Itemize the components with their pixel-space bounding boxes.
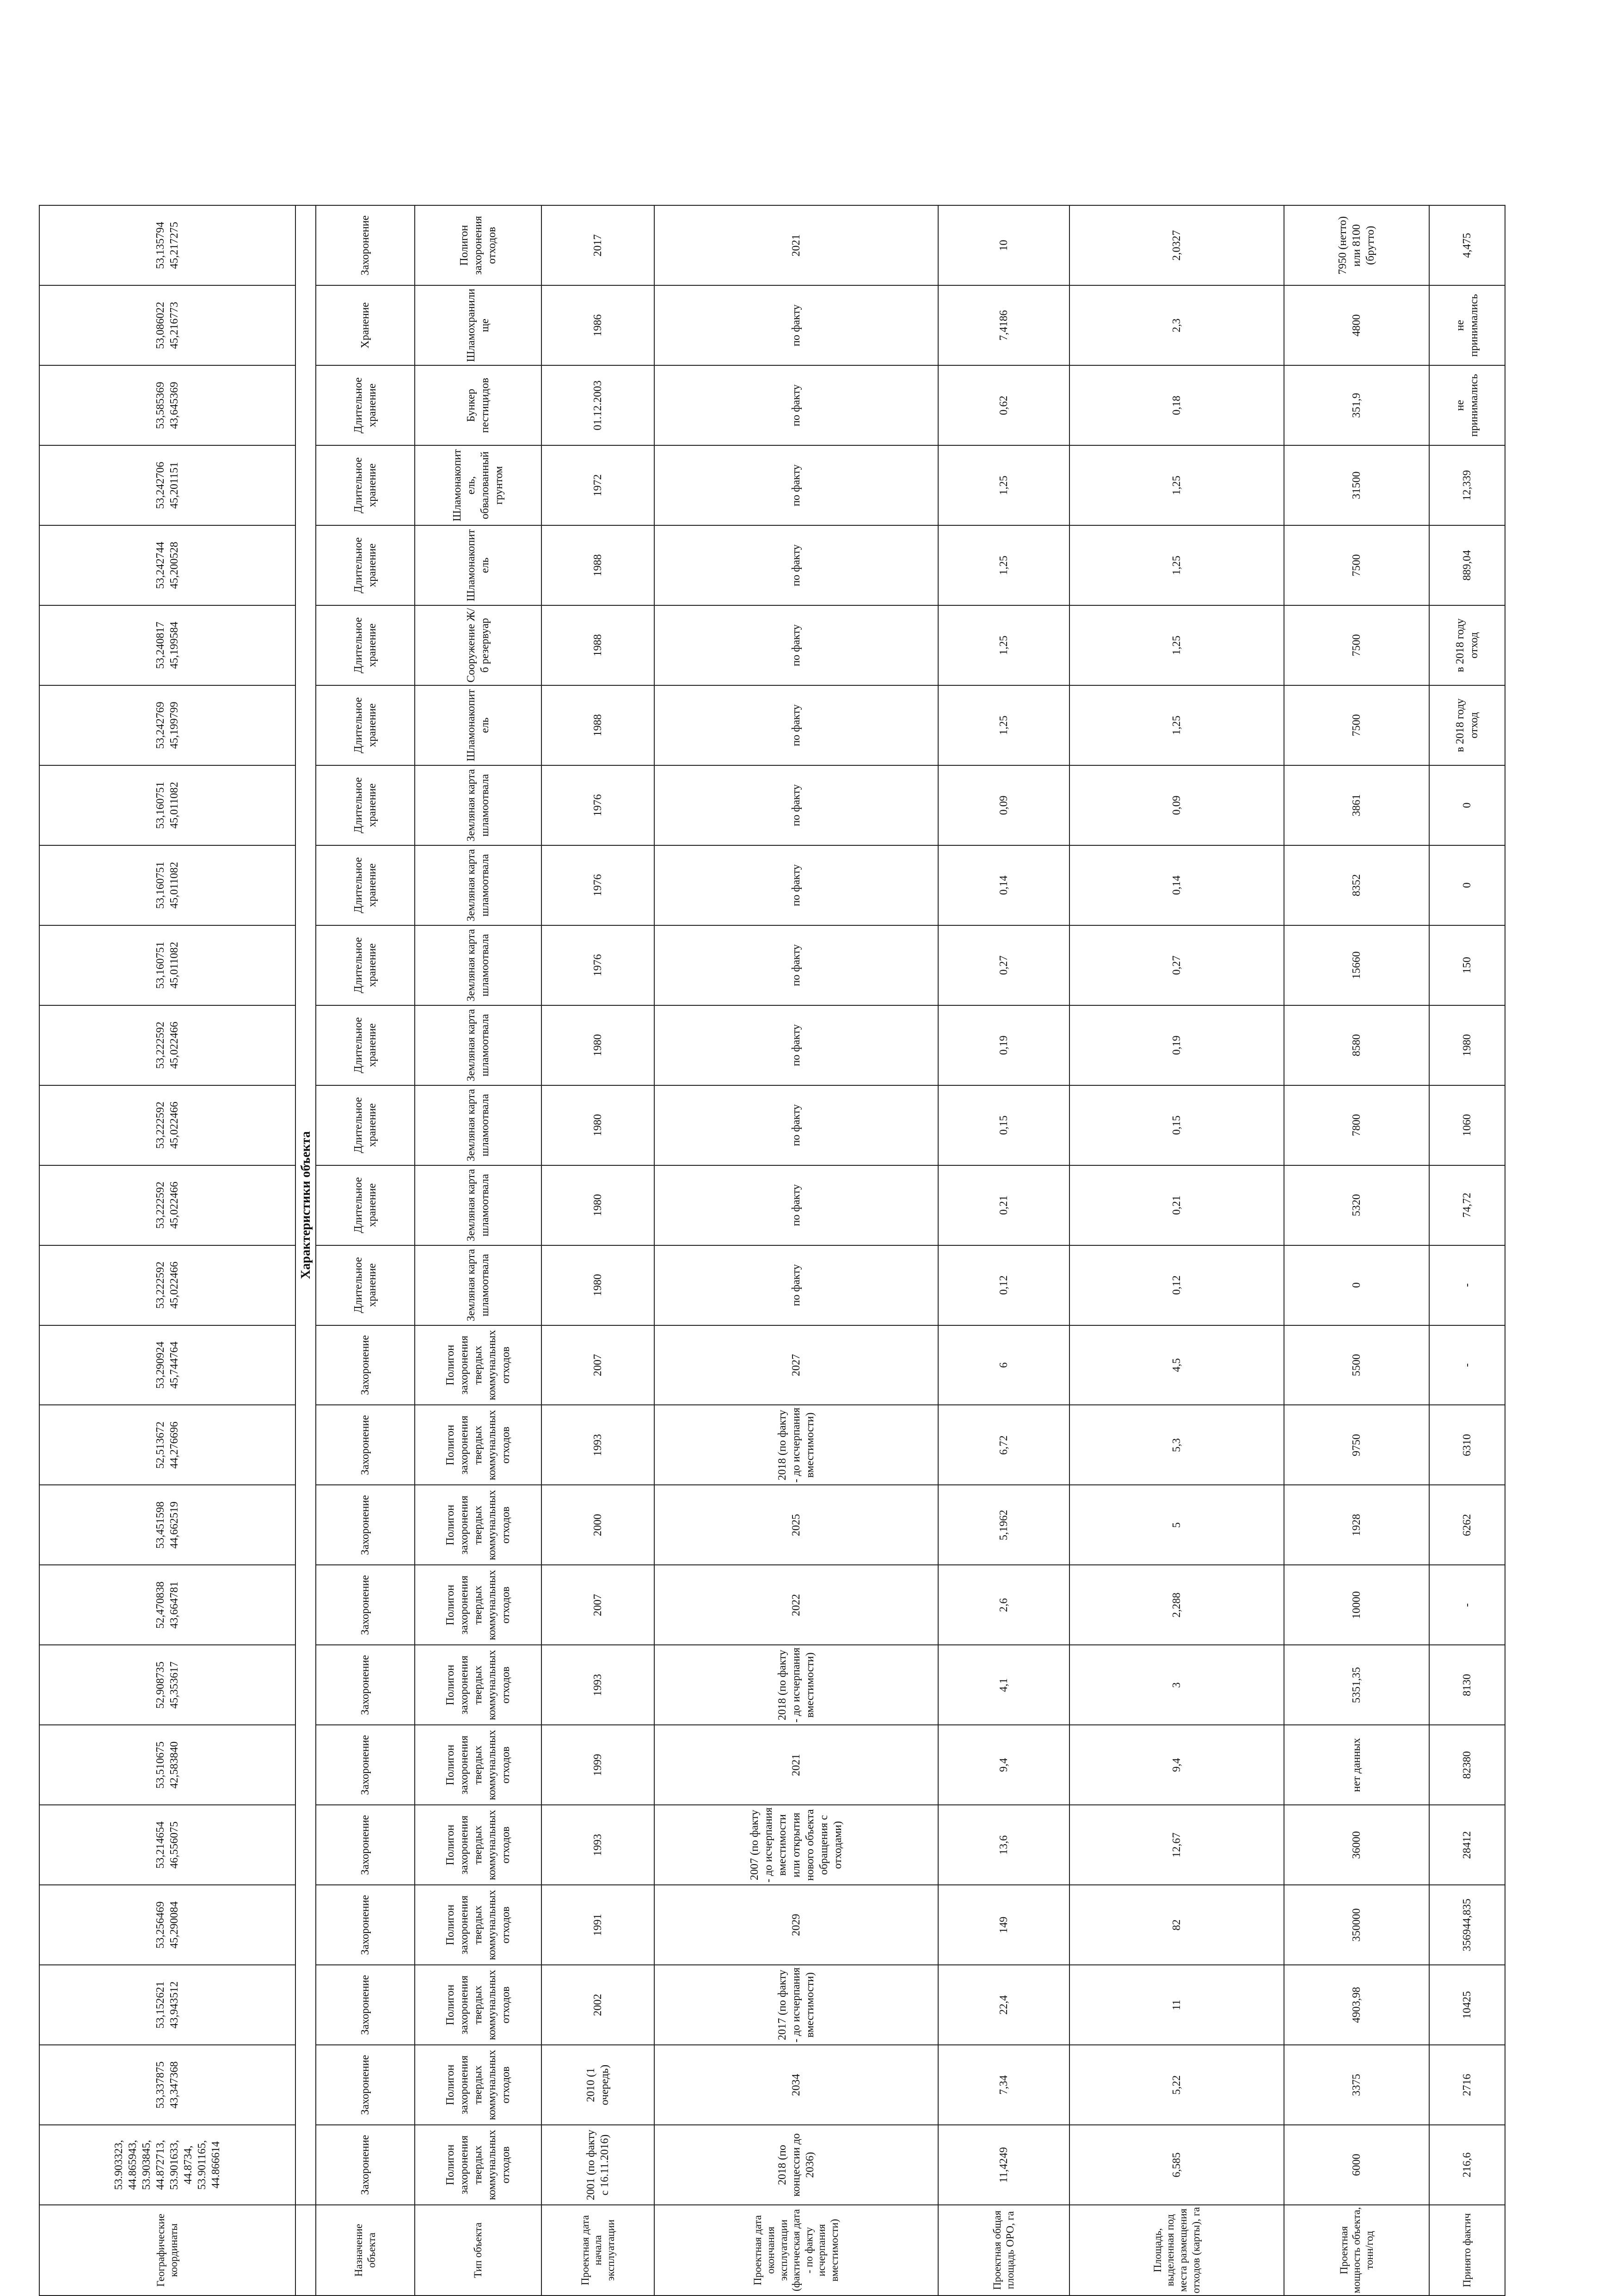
cell-end: 2029 [654, 1885, 938, 1965]
cell-purpose: Длительное хранение [316, 1165, 415, 1245]
cell-plot: 0,27 [1069, 925, 1284, 1005]
cell-start: 2007 [541, 1565, 654, 1645]
cell-end: 2022 [654, 1565, 938, 1645]
cell-type: Полигон захоронения твердых коммунальных отходов [415, 2045, 541, 2125]
cell-purpose: Длительное хранение [316, 1245, 415, 1325]
cell-plot: 5,22 [1069, 2045, 1284, 2125]
cell-type: Полигон захоронения твердых коммунальных отходов [415, 1325, 541, 1405]
cell-coords: 53,222592 45,022466 [39, 1085, 295, 1165]
cell-plot: 6,585 [1069, 2125, 1284, 2205]
cell-area: 0,27 [938, 925, 1069, 1005]
row-header-end: Проектная дата окончания эксплуатации (фактическая дата - по факту исчерпания вместимости) [654, 2205, 938, 2296]
cell-plot: 0,21 [1069, 1165, 1284, 1245]
cell-accepted: - [1429, 1565, 1505, 1645]
cell-start: 1980 [541, 1005, 654, 1085]
cell-start: 2001 (по факту с 16.11.2016) [541, 2125, 654, 2205]
cell-type: Земляная карта шламоотвала [415, 765, 541, 845]
cell-plot: 12,67 [1069, 1805, 1284, 1885]
cell-accepted: 1060 [1429, 1085, 1505, 1165]
cell-capacity: 4800 [1284, 285, 1429, 365]
cell-capacity: 6000 [1284, 2125, 1429, 2205]
row-plot [1069, 205, 1284, 2296]
cell-type: Земляная карта шламоотвала [415, 1005, 541, 1085]
cell-coords: 53,086022 45,216773 [39, 285, 295, 365]
cell-type: Земляная карта шламоотвала [415, 1245, 541, 1325]
cell-area: 9,4 [938, 1725, 1069, 1805]
cell-purpose: Хранение [316, 285, 415, 365]
cell-end: 2018 (по факту - до исчерпания вместимости) [654, 1645, 938, 1725]
cell-area: 0,19 [938, 1005, 1069, 1085]
cell-area: 0,21 [938, 1165, 1069, 1245]
cell-start: 1986 [541, 285, 654, 365]
cell-start: 1993 [541, 1805, 654, 1885]
cell-capacity: 7500 [1284, 525, 1429, 605]
cell-type: Шламонакопитель [415, 525, 541, 605]
cell-start: 1972 [541, 445, 654, 525]
cell-end: по факту [654, 1165, 938, 1245]
cell-capacity: 7500 [1284, 605, 1429, 685]
row-header-accepted: Принято фактич [1429, 2205, 1505, 2296]
cell-accepted: 0 [1429, 765, 1505, 845]
cell-type: Полигон захоронения твердых коммунальных отходов [415, 1965, 541, 2045]
cell-end: по факту [654, 845, 938, 925]
cell-plot: 0,14 [1069, 845, 1284, 925]
cell-purpose: Длительное хранение [316, 1085, 415, 1165]
cell-plot: 2,0327 [1069, 205, 1284, 285]
cell-coords: 53,160751 45,011082 [39, 765, 295, 845]
cell-coords: 53,160751 45,011082 [39, 845, 295, 925]
cell-coords: 53,222592 45,022466 [39, 1245, 295, 1325]
cell-accepted: 0 [1429, 845, 1505, 925]
cell-end: 2027 [654, 1325, 938, 1405]
cell-end: по факту [654, 925, 938, 1005]
row-header-coords: Географические координаты [39, 2205, 295, 2296]
cell-accepted: 356944,835 [1429, 1885, 1505, 1965]
cell-purpose: Захоронение [316, 1565, 415, 1645]
cell-accepted: - [1429, 1325, 1505, 1405]
cell-plot: 11 [1069, 1965, 1284, 2045]
cell-accepted: в 2018 году отход [1429, 685, 1505, 765]
cell-area: 0,12 [938, 1245, 1069, 1325]
cell-coords: 53,242706 45,201151 [39, 445, 295, 525]
cell-capacity: 351,9 [1284, 365, 1429, 445]
row-section [295, 205, 316, 2296]
cell-end: 2025 [654, 1485, 938, 1565]
cell-area: 1,25 [938, 525, 1069, 605]
cell-purpose: Захоронение [316, 2045, 415, 2125]
row-type [415, 205, 541, 2296]
cell-plot: 1,25 [1069, 605, 1284, 685]
cell-type: Земляная карта шламоотвала [415, 845, 541, 925]
cell-capacity: 31500 [1284, 445, 1429, 525]
cell-type: Полигон захоронения твердых коммунальных отходов [415, 1405, 541, 1485]
cell-capacity: 0 [1284, 1245, 1429, 1325]
cell-plot: 5,3 [1069, 1405, 1284, 1485]
cell-start: 1976 [541, 765, 654, 845]
cell-type: Полигон захоронения твердых коммунальных отходов [415, 1805, 541, 1885]
cell-area: 0,62 [938, 365, 1069, 445]
cell-capacity: 3375 [1284, 2045, 1429, 2125]
cell-purpose: Захоронение [316, 1405, 415, 1485]
cell-coords: 53.903323, 44.865943, 53.903845, 44.872713, 53.901633, 44.8734, 53.901165, 44.866614 [39, 2125, 295, 2205]
cell-end: по факту [654, 765, 938, 845]
cell-start: 1976 [541, 925, 654, 1005]
cell-purpose: Захоронение [316, 2125, 415, 2205]
cell-accepted: - [1429, 1245, 1505, 1325]
row-header-capacity: Проектная мощность объекта, тонн/год [1284, 2205, 1429, 2296]
cell-capacity: 7500 [1284, 685, 1429, 765]
cell-start: 1980 [541, 1165, 654, 1245]
cell-plot: 1,25 [1069, 685, 1284, 765]
cell-plot: 0,15 [1069, 1085, 1284, 1165]
cell-start: 01.12.2003 [541, 365, 654, 445]
cell-plot: 1,25 [1069, 445, 1284, 525]
cell-accepted: 6262 [1429, 1485, 1505, 1565]
cell-end: по факту [654, 1085, 938, 1165]
cell-capacity: 8580 [1284, 1005, 1429, 1085]
cell-end: по факту [654, 365, 938, 445]
row-area [938, 205, 1069, 2296]
cell-area: 13,6 [938, 1805, 1069, 1885]
cell-capacity: 3861 [1284, 765, 1429, 845]
cell-coords: 53,152621 43,943512 [39, 1965, 295, 2045]
cell-area: 10 [938, 205, 1069, 285]
cell-purpose: Захоронение [316, 205, 415, 285]
row-purpose [316, 205, 415, 2296]
cell-area: 4,1 [938, 1645, 1069, 1725]
cell-purpose: Захоронение [316, 1805, 415, 1885]
section-header: Характеристики объекта [295, 205, 316, 2205]
cell-purpose: Захоронение [316, 1485, 415, 1565]
cell-start: 1980 [541, 1085, 654, 1165]
cell-type: Полигон захоронения твердых коммунальных отходов [415, 1485, 541, 1565]
cell-type: Сооружение Ж/б резервуар [415, 605, 541, 685]
cell-end: по факту [654, 1005, 938, 1085]
cell-end: 2034 [654, 2045, 938, 2125]
cell-accepted: не принимались [1429, 365, 1505, 445]
cell-start: 1991 [541, 1885, 654, 1965]
cell-end: 2017 (по факту - до исчерпания вместимости) [654, 1965, 938, 2045]
cell-coords: 53,242744 45,200528 [39, 525, 295, 605]
cell-type: Полигон захоронения отходов [415, 205, 541, 285]
cell-start: 2000 [541, 1485, 654, 1565]
cell-coords: 52,470838 43,664781 [39, 1565, 295, 1645]
cell-coords: 52,513672 44,276696 [39, 1405, 295, 1485]
cell-purpose: Длительное хранение [316, 925, 415, 1005]
cell-capacity: 15660 [1284, 925, 1429, 1005]
cell-purpose: Захоронение [316, 1965, 415, 2045]
cell-accepted: 150 [1429, 925, 1505, 1005]
cell-end: 2018 (по концессии до 2036) [654, 2125, 938, 2205]
cell-type: Полигон захоронения твердых коммунальных отходов [415, 2125, 541, 2205]
cell-area: 6,72 [938, 1405, 1069, 1485]
cell-coords: 53,290924 45,744764 [39, 1325, 295, 1405]
cell-type: Шламонакопитель, обвалованный грунтом [415, 445, 541, 525]
cell-purpose: Длительное хранение [316, 365, 415, 445]
cell-start: 2017 [541, 205, 654, 285]
cell-plot: 2,288 [1069, 1565, 1284, 1645]
cell-start: 1999 [541, 1725, 654, 1805]
cell-accepted: в 2018 году отход [1429, 605, 1505, 685]
cell-end: 2018 (по факту - до исчерпания вместимости) [654, 1405, 938, 1485]
cell-plot: 0,18 [1069, 365, 1284, 445]
cell-area: 5,1962 [938, 1485, 1069, 1565]
cell-start: 2010 (1 очередь) [541, 2045, 654, 2125]
row-accepted [1429, 205, 1505, 2296]
cell-type: Шламонакопитель [415, 685, 541, 765]
cell-start: 1976 [541, 845, 654, 925]
cell-coords: 53,222592 45,022466 [39, 1005, 295, 1085]
cell-end: 2007 (по факту - до исчерпания вместимости или открытия нового объекта обращения с отходами) [654, 1805, 938, 1885]
cell-area: 149 [938, 1885, 1069, 1965]
cell-capacity: 1928 [1284, 1485, 1429, 1565]
cell-end: по факту [654, 685, 938, 765]
cell-end: по факту [654, 525, 938, 605]
cell-end: 2021 [654, 205, 938, 285]
row-header-type: Тип объекта [415, 2205, 541, 2296]
cell-purpose: Длительное хранение [316, 1005, 415, 1085]
cell-accepted: не принимались [1429, 285, 1505, 365]
row-capacity [1284, 205, 1429, 2296]
cell-purpose: Захоронение [316, 1885, 415, 1965]
cell-accepted: 28412 [1429, 1805, 1505, 1885]
cell-purpose: Длительное хранение [316, 525, 415, 605]
cell-end: 2021 [654, 1725, 938, 1805]
cell-plot: 82 [1069, 1885, 1284, 1965]
cell-area: 0,15 [938, 1085, 1069, 1165]
cell-coords: 53,585369 43,645369 [39, 365, 295, 445]
row-header-purpose: Назначение объекта [316, 2205, 415, 2296]
cell-coords: 53,222592 45,022466 [39, 1165, 295, 1245]
cell-start: 1988 [541, 685, 654, 765]
cell-coords: 53,451598 44,662519 [39, 1485, 295, 1565]
cell-type: Шламохранилище [415, 285, 541, 365]
cell-plot: 0,12 [1069, 1245, 1284, 1325]
cell-plot: 4,5 [1069, 1325, 1284, 1405]
cell-capacity: 4903,98 [1284, 1965, 1429, 2045]
cell-purpose: Длительное хранение [316, 845, 415, 925]
cell-purpose: Длительное хранение [316, 445, 415, 525]
cell-end: по факту [654, 605, 938, 685]
row-end [654, 205, 938, 2296]
cell-accepted: 12,339 [1429, 445, 1505, 525]
cell-purpose: Длительное хранение [316, 685, 415, 765]
cell-capacity: 5320 [1284, 1165, 1429, 1245]
cell-plot: 0,09 [1069, 765, 1284, 845]
cell-area: 1,25 [938, 445, 1069, 525]
cell-area: 11,4249 [938, 2125, 1069, 2205]
cell-plot: 5 [1069, 1485, 1284, 1565]
cell-coords: 53,256469 45,290084 [39, 1885, 295, 1965]
cell-area: 0,14 [938, 845, 1069, 925]
cell-plot: 2,3 [1069, 285, 1284, 365]
cell-start: 2007 [541, 1325, 654, 1405]
cell-coords: 53,337875 43,347368 [39, 2045, 295, 2125]
cell-area: 7,34 [938, 2045, 1069, 2125]
cell-capacity: 9750 [1284, 1405, 1429, 1485]
row-header-area: Проектная общая площадь ОРО, га [938, 2205, 1069, 2296]
cell-coords: 53,135794 45,217275 [39, 205, 295, 285]
cell-accepted: 2716 [1429, 2045, 1505, 2125]
cell-area: 1,25 [938, 685, 1069, 765]
cell-start: 1980 [541, 1245, 654, 1325]
cell-end: по факту [654, 285, 938, 365]
cell-coords: 53,214654 46,556075 [39, 1805, 295, 1885]
cell-purpose: Захоронение [316, 1325, 415, 1405]
cell-accepted: 4,475 [1429, 205, 1505, 285]
cell-type: Полигон захоронения твердых коммунальных отходов [415, 1645, 541, 1725]
cell-accepted: 889,04 [1429, 525, 1505, 605]
cell-coords: 53,240817 45,199584 [39, 605, 295, 685]
cell-area: 2,6 [938, 1565, 1069, 1645]
row-header-plot: Площадь, выделенная под места размещения отходов (карты), га [1069, 2205, 1284, 2296]
cell-type: Полигон захоронения твердых коммунальных отходов [415, 1885, 541, 1965]
cell-capacity: 36000 [1284, 1805, 1429, 1885]
cell-start: 1993 [541, 1405, 654, 1485]
cell-capacity: 5351,35 [1284, 1645, 1429, 1725]
waste-facility-table [39, 205, 1505, 2296]
cell-area: 7,4186 [938, 285, 1069, 365]
cell-start: 1988 [541, 605, 654, 685]
cell-accepted: 1980 [1429, 1005, 1505, 1085]
cell-type: Земляная карта шламоотвала [415, 925, 541, 1005]
cell-coords: 53,242769 45,199799 [39, 685, 295, 765]
cell-type: Бункер пестицидов [415, 365, 541, 445]
row-start [541, 205, 654, 2296]
cell-type: Полигон захоронения твердых коммунальных отходов [415, 1725, 541, 1805]
cell-type: Полигон захоронения твердых коммунальных отходов [415, 1565, 541, 1645]
cell-purpose: Длительное хранение [316, 765, 415, 845]
cell-purpose: Захоронение [316, 1725, 415, 1805]
cell-type: Земляная карта шламоотвала [415, 1085, 541, 1165]
cell-accepted: 74,72 [1429, 1165, 1505, 1245]
cell-coords: 53,510675 42,583840 [39, 1725, 295, 1805]
cell-accepted: 10425 [1429, 1965, 1505, 2045]
cell-coords: 53,160751 45,011082 [39, 925, 295, 1005]
cell-capacity: 7800 [1284, 1085, 1429, 1165]
cell-start: 1988 [541, 525, 654, 605]
cell-accepted: 216,6 [1429, 2125, 1505, 2205]
cell-coords: 52,908735 45,353617 [39, 1645, 295, 1725]
cell-accepted: 6310 [1429, 1405, 1505, 1485]
cell-start: 1993 [541, 1645, 654, 1725]
cell-end: по факту [654, 445, 938, 525]
cell-capacity: 5500 [1284, 1325, 1429, 1405]
cell-plot: 9,4 [1069, 1725, 1284, 1805]
cell-purpose: Длительное хранение [316, 605, 415, 685]
cell-capacity: 10000 [1284, 1565, 1429, 1645]
cell-accepted: 82380 [1429, 1725, 1505, 1805]
cell-area: 0,09 [938, 765, 1069, 845]
cell-accepted: 8130 [1429, 1645, 1505, 1725]
section-header-blank [295, 2205, 316, 2296]
cell-capacity: нет данных [1284, 1725, 1429, 1805]
rotated-table-container [39, 206, 1537, 2296]
cell-type: Земляная карта шламоотвала [415, 1165, 541, 1245]
row-header-start: Проектная дата начала эксплуатации [541, 2205, 654, 2296]
cell-area: 22,4 [938, 1965, 1069, 2045]
cell-capacity: 8352 [1284, 845, 1429, 925]
row-coords [39, 205, 295, 2296]
cell-capacity: 350000 [1284, 1885, 1429, 1965]
cell-area: 1,25 [938, 605, 1069, 685]
cell-purpose: Захоронение [316, 1645, 415, 1725]
cell-area: 6 [938, 1325, 1069, 1405]
cell-capacity: 7950 (нетто) или 8100 (брутто) [1284, 205, 1429, 285]
cell-plot: 1,25 [1069, 525, 1284, 605]
cell-plot: 3 [1069, 1645, 1284, 1725]
cell-start: 2002 [541, 1965, 654, 2045]
cell-end: по факту [654, 1245, 938, 1325]
cell-plot: 0,19 [1069, 1005, 1284, 1085]
